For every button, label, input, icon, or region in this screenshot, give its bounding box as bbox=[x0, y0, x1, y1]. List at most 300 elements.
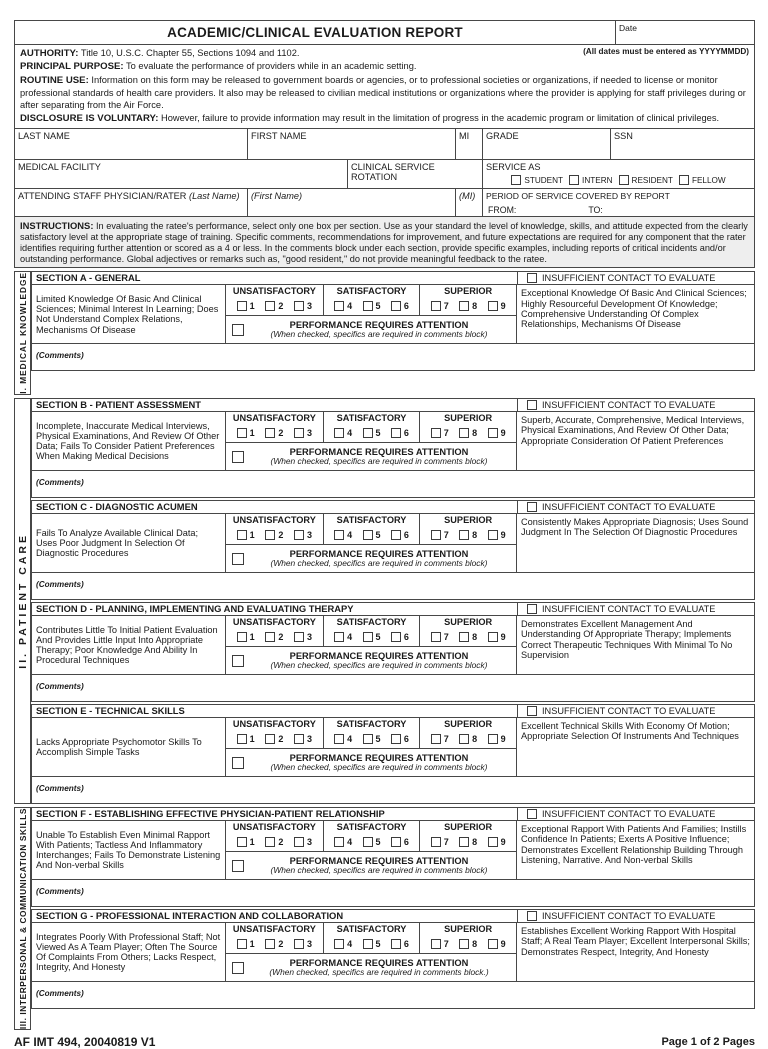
rating-checkbox-4[interactable] bbox=[334, 530, 344, 540]
high-descriptor-text: Superb, Accurate, Comprehensive, Medical Interviews, Physical Examinations, And Review Of Other Data; Appropriate Consideration Of Patient Preferences bbox=[521, 415, 745, 446]
low-descriptor bbox=[32, 821, 226, 879]
satisfactory-scale bbox=[323, 616, 420, 646]
insufficient-contact-checkbox[interactable] bbox=[527, 400, 537, 410]
medical-facility-field[interactable] bbox=[15, 160, 348, 188]
low-descriptor-text: Limited Knowledge Of Basic And Clinical Sciences; Minimal Interest In Learning; Does Not Understand Complex Relations, Mechanisms Of Disease bbox=[36, 293, 219, 335]
rating-checkbox-8[interactable] bbox=[459, 939, 469, 949]
rating-checkbox-7[interactable] bbox=[431, 632, 441, 642]
section-body bbox=[32, 514, 754, 572]
high-descriptor bbox=[517, 514, 754, 572]
rating-checkbox-4[interactable] bbox=[334, 428, 344, 438]
student-checkbox[interactable] bbox=[511, 175, 521, 185]
rating-checkbox-1[interactable] bbox=[237, 939, 247, 949]
section-body bbox=[32, 285, 754, 343]
superior-label: SUPERIOR bbox=[444, 822, 493, 833]
performance-attention-row bbox=[226, 954, 516, 981]
clinical-service-rotation-field[interactable] bbox=[348, 160, 483, 188]
insufficient-contact-checkbox[interactable] bbox=[527, 273, 537, 283]
low-descriptor-text: Fails To Analyze Available Clinical Data; Uses Poor Judgment In Selection Of Diagnostic Procedures bbox=[36, 527, 199, 559]
rating-checkbox-8[interactable] bbox=[459, 530, 469, 540]
service-as-label: SERVICE AS bbox=[486, 162, 541, 173]
section-header bbox=[32, 603, 754, 616]
rating-number-6: 6 bbox=[403, 529, 409, 540]
unsatisfactory-scale bbox=[226, 718, 323, 748]
rating-block bbox=[226, 514, 517, 572]
rating-number-4: 4 bbox=[347, 529, 353, 540]
unsatisfactory-scale bbox=[226, 616, 323, 646]
unsatisfactory-label: UNSATISFACTORY bbox=[232, 515, 316, 526]
period-of-service-field bbox=[483, 189, 754, 216]
student-label: STUDENT bbox=[524, 175, 564, 185]
superior-scale bbox=[419, 923, 516, 953]
section-body bbox=[32, 923, 754, 981]
rating-number-3: 3 bbox=[307, 529, 313, 540]
mi-label: MI bbox=[459, 131, 470, 142]
comments-area[interactable] bbox=[32, 470, 754, 497]
section-header bbox=[32, 501, 754, 514]
comments-area[interactable] bbox=[32, 879, 754, 906]
rating-number-6: 6 bbox=[403, 938, 409, 949]
superior-label: SUPERIOR bbox=[444, 413, 493, 424]
instructions-label: INSTRUCTIONS: bbox=[20, 220, 94, 232]
high-descriptor-text: Establishes Excellent Working Rapport With Hospital Staff; A Real Team Player; Excellent Interpersonal Skills; Demonstrates Respect, Integrity, And Honesty bbox=[521, 926, 750, 957]
evaluation-section bbox=[31, 909, 755, 1009]
rating-checkbox-7[interactable] bbox=[431, 939, 441, 949]
rating-number-4: 4 bbox=[347, 427, 353, 438]
rating-checkbox-5[interactable] bbox=[363, 939, 373, 949]
performance-attention-row bbox=[226, 749, 516, 776]
rating-number-4: 4 bbox=[347, 938, 353, 949]
rating-number-3: 3 bbox=[307, 733, 313, 744]
rating-number-3: 3 bbox=[307, 427, 313, 438]
date-field[interactable] bbox=[616, 21, 754, 44]
rating-checkbox-6[interactable] bbox=[391, 530, 401, 540]
insufficient-contact-label: INSUFFICIENT CONTACT TO EVALUATE bbox=[542, 911, 716, 922]
facility-row bbox=[15, 160, 754, 189]
section-title: SECTION B - PATIENT ASSESSMENT bbox=[36, 399, 201, 411]
rating-checkbox-9[interactable] bbox=[488, 734, 498, 744]
rating-checkbox-1[interactable] bbox=[237, 301, 247, 311]
high-descriptor bbox=[517, 718, 754, 776]
rating-checkbox-9[interactable] bbox=[488, 837, 498, 847]
first-name-field[interactable] bbox=[248, 129, 456, 159]
performance-attention-row bbox=[226, 852, 516, 879]
rating-checkbox-6[interactable] bbox=[391, 632, 401, 642]
section-title: SECTION C - DIAGNOSTIC ACUMEN bbox=[36, 501, 198, 513]
rating-number-5: 5 bbox=[375, 631, 381, 642]
superior-scale bbox=[419, 412, 516, 442]
rating-number-9: 9 bbox=[500, 300, 506, 311]
rating-checkbox-1[interactable] bbox=[237, 632, 247, 642]
rating-number-5: 5 bbox=[375, 529, 381, 540]
rating-scales bbox=[226, 285, 516, 316]
insufficient-contact-checkbox[interactable] bbox=[527, 911, 537, 921]
performance-attention-row bbox=[226, 316, 516, 343]
insufficient-contact-checkbox[interactable] bbox=[527, 604, 537, 614]
performance-attention-label: PERFORMANCE REQUIRES ATTENTION bbox=[289, 650, 469, 661]
rating-number-2: 2 bbox=[278, 631, 284, 642]
section-title: SECTION A - GENERAL bbox=[36, 272, 141, 284]
rating-scales bbox=[226, 923, 516, 954]
section-body bbox=[32, 412, 754, 470]
performance-attention-checkbox[interactable] bbox=[232, 962, 244, 974]
rating-checkbox-6[interactable] bbox=[391, 837, 401, 847]
insufficient-contact-cell bbox=[517, 272, 754, 284]
period-from-field[interactable]: FROM: bbox=[488, 205, 517, 216]
routine-use-label: ROUTINE USE: bbox=[20, 74, 89, 86]
group-label-medical-knowledge: I. MEDICAL KNOWLEDGE bbox=[14, 271, 31, 395]
satisfactory-label: SATISFACTORY bbox=[336, 617, 407, 628]
rating-checkbox-7[interactable] bbox=[431, 734, 441, 744]
rating-checkbox-6[interactable] bbox=[391, 428, 401, 438]
low-descriptor bbox=[32, 718, 226, 776]
rating-number-2: 2 bbox=[278, 529, 284, 540]
rating-checkbox-8[interactable] bbox=[459, 632, 469, 642]
rating-number-7: 7 bbox=[443, 631, 449, 642]
low-descriptor-text: Incomplete, Inaccurate Medical Interviews, Physical Examinations, And Review Of Other Data; Fails To Consider Patient Preferences When Making Medical Decisions bbox=[36, 420, 220, 462]
insufficient-contact-label: INSUFFICIENT CONTACT TO EVALUATE bbox=[542, 273, 716, 284]
high-descriptor-text: Exceptional Rapport With Patients And Families; Instills Confidence In Patients; Exerts A Positive Influence; Demonstrates Excellent Relationship Building Through Listening, Narrative. And Non-verbal Skills bbox=[521, 824, 747, 866]
intern-label: INTERN bbox=[582, 175, 613, 185]
fellow-checkbox[interactable] bbox=[679, 175, 689, 185]
evaluation-section bbox=[31, 271, 755, 371]
rating-number-3: 3 bbox=[307, 631, 313, 642]
rating-number-1: 1 bbox=[249, 300, 255, 311]
comments-label: (Comments) bbox=[36, 784, 84, 794]
rating-number-1: 1 bbox=[249, 631, 255, 642]
mi-field[interactable] bbox=[456, 129, 483, 159]
section-title: SECTION G - PROFESSIONAL INTERACTION AND COLLABORATION bbox=[36, 910, 344, 922]
performance-attention-note: (When checked, specifics are required in comments block) bbox=[270, 456, 488, 467]
performance-attention-note: (When checked, specifics are required in comments block) bbox=[270, 762, 488, 773]
rating-block bbox=[226, 285, 517, 343]
comments-label: (Comments) bbox=[36, 989, 84, 999]
section-header bbox=[32, 910, 754, 923]
rating-scales bbox=[226, 412, 516, 443]
rating-number-8: 8 bbox=[472, 733, 478, 744]
rating-checkbox-9[interactable] bbox=[488, 530, 498, 540]
satisfactory-label: SATISFACTORY bbox=[336, 822, 407, 833]
group-patient-care bbox=[14, 398, 755, 804]
evaluation-section bbox=[31, 500, 755, 600]
rating-number-7: 7 bbox=[443, 300, 449, 311]
rating-number-6: 6 bbox=[403, 300, 409, 311]
rating-checkbox-3[interactable] bbox=[294, 734, 304, 744]
rating-checkbox-9[interactable] bbox=[488, 301, 498, 311]
service-option-student bbox=[511, 175, 563, 185]
group-label-patient-care: II. PATIENT CARE bbox=[14, 398, 31, 804]
rating-number-8: 8 bbox=[472, 529, 478, 540]
satisfactory-label: SATISFACTORY bbox=[336, 515, 407, 526]
grade-label: GRADE bbox=[486, 131, 519, 142]
satisfactory-label: SATISFACTORY bbox=[336, 924, 407, 935]
group-interpersonal-communication bbox=[14, 807, 755, 1030]
rating-number-6: 6 bbox=[403, 836, 409, 847]
performance-attention-label: PERFORMANCE REQUIRES ATTENTION bbox=[289, 320, 469, 331]
rating-checkbox-2[interactable] bbox=[265, 939, 275, 949]
superior-scale bbox=[419, 821, 516, 851]
rating-number-5: 5 bbox=[375, 938, 381, 949]
principal-purpose-line bbox=[20, 60, 749, 73]
rating-checkbox-2[interactable] bbox=[265, 837, 275, 847]
rating-scales bbox=[226, 514, 516, 545]
high-descriptor bbox=[517, 821, 754, 879]
rating-number-4: 4 bbox=[347, 631, 353, 642]
performance-attention-row bbox=[226, 647, 516, 674]
unsatisfactory-label: UNSATISFACTORY bbox=[232, 286, 316, 297]
rating-number-4: 4 bbox=[347, 733, 353, 744]
performance-attention-checkbox[interactable] bbox=[232, 655, 244, 667]
satisfactory-scale bbox=[323, 514, 420, 544]
instructions-text: In evaluating the ratee's performance, select only one box per section. Use as your standard the level of knowledge, skills, and attitude expected from the clearly satisfactory level at the appropriate stage of training. Specific comments, recommendations for improvement, and future expectations are required for any component that the rater identifies requiring further attention or scored as a 4 or less. In the comments block under each section, provide specific examples, including reports of critical incidents and/or outstanding performance. Global adjectives or remarks such as, "good resident," do not provide meaningful feedback to the ratee. bbox=[20, 221, 748, 264]
last-name-field[interactable] bbox=[15, 129, 248, 159]
rating-checkbox-3[interactable] bbox=[294, 837, 304, 847]
authority-text: Title 10, U.S.C. Chapter 55, Sections 1094 and 1102. bbox=[80, 48, 300, 58]
service-option-intern bbox=[569, 175, 612, 185]
authority-line bbox=[20, 47, 299, 60]
rating-checkbox-3[interactable] bbox=[294, 939, 304, 949]
rating-number-7: 7 bbox=[443, 529, 449, 540]
attending-first-label: (First Name) bbox=[251, 191, 303, 202]
section-header bbox=[32, 272, 754, 285]
instructions-block bbox=[15, 217, 754, 267]
evaluation-section bbox=[31, 398, 755, 498]
rating-number-1: 1 bbox=[249, 938, 255, 949]
section-header bbox=[32, 808, 754, 821]
rating-checkbox-8[interactable] bbox=[459, 734, 469, 744]
rating-checkbox-2[interactable] bbox=[265, 428, 275, 438]
rating-checkbox-4[interactable] bbox=[334, 837, 344, 847]
rating-checkbox-2[interactable] bbox=[265, 301, 275, 311]
low-descriptor-text: Integrates Poorly With Professional Staff; Not Viewed As A Team Player; Often The Source Of Complaints From Others; Lacks Respect, Integrity, And Honesty bbox=[36, 931, 221, 973]
section-body bbox=[32, 616, 754, 674]
rating-number-1: 1 bbox=[249, 836, 255, 847]
rating-checkbox-7[interactable] bbox=[431, 837, 441, 847]
rating-checkbox-5[interactable] bbox=[363, 837, 373, 847]
section-title: SECTION D - PLANNING, IMPLEMENTING AND EVALUATING THERAPY bbox=[36, 603, 354, 615]
title-row bbox=[15, 21, 754, 45]
rating-number-9: 9 bbox=[500, 427, 506, 438]
rating-checkbox-4[interactable] bbox=[334, 632, 344, 642]
rating-number-2: 2 bbox=[278, 733, 284, 744]
form-title: ACADEMIC/CLINICAL EVALUATION REPORT bbox=[167, 25, 463, 40]
attending-label: ATTENDING STAFF PHYSICIAN/RATER bbox=[18, 191, 187, 202]
rating-number-2: 2 bbox=[278, 836, 284, 847]
rating-number-8: 8 bbox=[472, 300, 478, 311]
performance-attention-checkbox[interactable] bbox=[232, 860, 244, 872]
performance-attention-row bbox=[226, 443, 516, 470]
performance-attention-checkbox[interactable] bbox=[232, 451, 244, 463]
section-body bbox=[32, 821, 754, 879]
unsatisfactory-scale bbox=[226, 923, 323, 953]
evaluation-section bbox=[31, 602, 755, 702]
rating-checkbox-6[interactable] bbox=[391, 939, 401, 949]
evaluation-section bbox=[31, 807, 755, 907]
rating-checkbox-5[interactable] bbox=[363, 530, 373, 540]
routine-use-text: Information on this form may be released to government boards or agencies, or to professional societies or organizations, if needed to license or monitor professional standards of health care providers. It also may be released to civilian medical institutions or organizations where the provider is applying for staff privileges during or after separating from the Air Force. bbox=[20, 74, 746, 111]
rating-number-9: 9 bbox=[500, 733, 506, 744]
insufficient-contact-label: INSUFFICIENT CONTACT TO EVALUATE bbox=[542, 502, 716, 513]
rating-number-8: 8 bbox=[472, 631, 478, 642]
intern-checkbox[interactable] bbox=[569, 175, 579, 185]
performance-attention-checkbox[interactable] bbox=[232, 324, 244, 336]
principal-purpose-text: To evaluate the performance of providers while in an academic setting. bbox=[126, 61, 417, 72]
service-option-fellow bbox=[679, 175, 726, 185]
low-descriptor bbox=[32, 616, 226, 674]
superior-label: SUPERIOR bbox=[444, 924, 493, 935]
rating-checkbox-1[interactable] bbox=[237, 837, 247, 847]
unsatisfactory-label: UNSATISFACTORY bbox=[232, 617, 316, 628]
rating-number-7: 7 bbox=[443, 938, 449, 949]
performance-attention-label: PERFORMANCE REQUIRES ATTENTION bbox=[289, 957, 469, 968]
rating-checkbox-1[interactable] bbox=[237, 734, 247, 744]
low-descriptor bbox=[32, 514, 226, 572]
comments-label: (Comments) bbox=[36, 580, 84, 590]
first-name-label: FIRST NAME bbox=[251, 131, 307, 142]
unsatisfactory-scale bbox=[226, 821, 323, 851]
rating-checkbox-4[interactable] bbox=[334, 301, 344, 311]
rating-checkbox-5[interactable] bbox=[363, 428, 373, 438]
disclosure-label: DISCLOSURE IS VOLUNTARY: bbox=[20, 112, 159, 124]
insufficient-contact-checkbox[interactable] bbox=[527, 502, 537, 512]
rating-checkbox-7[interactable] bbox=[431, 428, 441, 438]
date-label: Date bbox=[619, 23, 637, 33]
comments-area[interactable] bbox=[32, 776, 754, 803]
rating-checkbox-2[interactable] bbox=[265, 632, 275, 642]
rating-number-6: 6 bbox=[403, 631, 409, 642]
period-to-field[interactable]: TO: bbox=[588, 205, 603, 216]
rating-checkbox-5[interactable] bbox=[363, 301, 373, 311]
rating-checkbox-6[interactable] bbox=[391, 734, 401, 744]
insufficient-contact-cell bbox=[517, 705, 754, 717]
performance-attention-checkbox[interactable] bbox=[232, 757, 244, 769]
section-title: SECTION F - ESTABLISHING EFFECTIVE PHYSICIAN-PATIENT RELATIONSHIP bbox=[36, 808, 385, 820]
rating-checkbox-3[interactable] bbox=[294, 428, 304, 438]
comments-label: (Comments) bbox=[36, 887, 84, 897]
ssn-field[interactable] bbox=[611, 129, 754, 159]
insufficient-contact-checkbox[interactable] bbox=[527, 809, 537, 819]
rating-checkbox-3[interactable] bbox=[294, 301, 304, 311]
rating-number-9: 9 bbox=[500, 836, 506, 847]
superior-scale bbox=[419, 718, 516, 748]
unsatisfactory-label: UNSATISFACTORY bbox=[232, 924, 316, 935]
rating-checkbox-4[interactable] bbox=[334, 939, 344, 949]
attending-mi-field[interactable] bbox=[456, 189, 483, 216]
evaluation-section bbox=[31, 704, 755, 804]
satisfactory-label: SATISFACTORY bbox=[336, 286, 407, 297]
disclosure-text: However, failure to provide information may result in the limitation of progress in the academic program or limitation of clinical privileges. bbox=[161, 112, 720, 123]
performance-attention-note: (When checked, specifics are required in comments block) bbox=[270, 329, 488, 340]
section-header bbox=[32, 705, 754, 718]
performance-attention-checkbox[interactable] bbox=[232, 553, 244, 565]
rating-number-9: 9 bbox=[500, 529, 506, 540]
satisfactory-scale bbox=[323, 718, 420, 748]
rating-checkbox-6[interactable] bbox=[391, 301, 401, 311]
performance-attention-row bbox=[226, 545, 516, 572]
rating-checkbox-8[interactable] bbox=[459, 837, 469, 847]
comments-area[interactable] bbox=[32, 572, 754, 599]
attending-last-name-field[interactable] bbox=[15, 189, 248, 216]
rating-number-5: 5 bbox=[375, 300, 381, 311]
rating-checkbox-1[interactable] bbox=[237, 428, 247, 438]
comments-area[interactable] bbox=[32, 674, 754, 701]
high-descriptor-text: Demonstrates Excellent Management And Understanding Of Appropriate Therapy; Implements Correct Therapeutic Techniques With Minimal To No Supervision bbox=[521, 619, 733, 661]
insufficient-contact-cell bbox=[517, 603, 754, 615]
unsatisfactory-scale bbox=[226, 514, 323, 544]
form-page bbox=[14, 20, 755, 1049]
rating-checkbox-3[interactable] bbox=[294, 530, 304, 540]
insufficient-contact-label: INSUFFICIENT CONTACT TO EVALUATE bbox=[542, 400, 716, 411]
attending-row bbox=[15, 189, 754, 217]
form-number: AF IMT 494, 20040819 V1 bbox=[14, 1035, 156, 1049]
rating-checkbox-9[interactable] bbox=[488, 428, 498, 438]
rating-checkbox-8[interactable] bbox=[459, 428, 469, 438]
insufficient-contact-label: INSUFFICIENT CONTACT TO EVALUATE bbox=[542, 809, 716, 820]
grade-field[interactable] bbox=[483, 129, 611, 159]
high-descriptor-text: Excellent Technical Skills With Economy Of Motion; Appropriate Selection Of Instruments And Techniques bbox=[521, 721, 739, 742]
rating-number-3: 3 bbox=[307, 938, 313, 949]
rating-checkbox-9[interactable] bbox=[488, 939, 498, 949]
rating-checkbox-5[interactable] bbox=[363, 734, 373, 744]
low-descriptor bbox=[32, 923, 226, 981]
rating-number-6: 6 bbox=[403, 427, 409, 438]
service-option-resident bbox=[619, 175, 673, 185]
rating-number-8: 8 bbox=[472, 836, 478, 847]
attending-last-label: (Last Name) bbox=[189, 191, 240, 202]
resident-checkbox[interactable] bbox=[619, 175, 629, 185]
attending-first-name-field[interactable] bbox=[248, 189, 456, 216]
insufficient-contact-checkbox[interactable] bbox=[527, 706, 537, 716]
rating-checkbox-7[interactable] bbox=[431, 301, 441, 311]
rating-checkbox-7[interactable] bbox=[431, 530, 441, 540]
performance-attention-label: PERFORMANCE REQUIRES ATTENTION bbox=[289, 855, 469, 866]
rating-checkbox-4[interactable] bbox=[334, 734, 344, 744]
comments-area[interactable] bbox=[32, 343, 754, 370]
insufficient-contact-label: INSUFFICIENT CONTACT TO EVALUATE bbox=[542, 604, 716, 615]
unsatisfactory-label: UNSATISFACTORY bbox=[232, 413, 316, 424]
rating-number-2: 2 bbox=[278, 300, 284, 311]
group-medical-knowledge bbox=[14, 271, 755, 395]
satisfactory-scale bbox=[323, 923, 420, 953]
rating-checkbox-1[interactable] bbox=[237, 530, 247, 540]
unsatisfactory-label: UNSATISFACTORY bbox=[232, 822, 316, 833]
clinical-service-rotation-label: CLINICAL SERVICE ROTATION bbox=[351, 162, 435, 183]
rating-checkbox-2[interactable] bbox=[265, 734, 275, 744]
performance-attention-label: PERFORMANCE REQUIRES ATTENTION bbox=[289, 752, 469, 763]
rating-block bbox=[226, 412, 517, 470]
attending-mi-label: (MI) bbox=[459, 191, 476, 202]
rating-checkbox-5[interactable] bbox=[363, 632, 373, 642]
service-as-options bbox=[486, 175, 751, 185]
superior-scale bbox=[419, 285, 516, 315]
low-descriptor bbox=[32, 285, 226, 343]
period-label: PERIOD OF SERVICE COVERED BY REPORT bbox=[486, 191, 670, 202]
routine-use-line bbox=[20, 74, 749, 112]
rating-checkbox-2[interactable] bbox=[265, 530, 275, 540]
superior-label: SUPERIOR bbox=[444, 286, 493, 297]
rating-checkbox-8[interactable] bbox=[459, 301, 469, 311]
low-descriptor-text: Lacks Appropriate Psychomotor Skills To Accomplish Simple Tasks bbox=[36, 736, 202, 758]
privacy-act-statement bbox=[15, 45, 754, 129]
medical-facility-label: MEDICAL FACILITY bbox=[18, 162, 101, 173]
insufficient-contact-cell bbox=[517, 399, 754, 411]
rating-block bbox=[226, 821, 517, 879]
rating-checkbox-3[interactable] bbox=[294, 632, 304, 642]
rating-checkbox-9[interactable] bbox=[488, 632, 498, 642]
comments-area[interactable] bbox=[32, 981, 754, 1008]
rating-number-7: 7 bbox=[443, 836, 449, 847]
title-cell bbox=[15, 21, 616, 44]
